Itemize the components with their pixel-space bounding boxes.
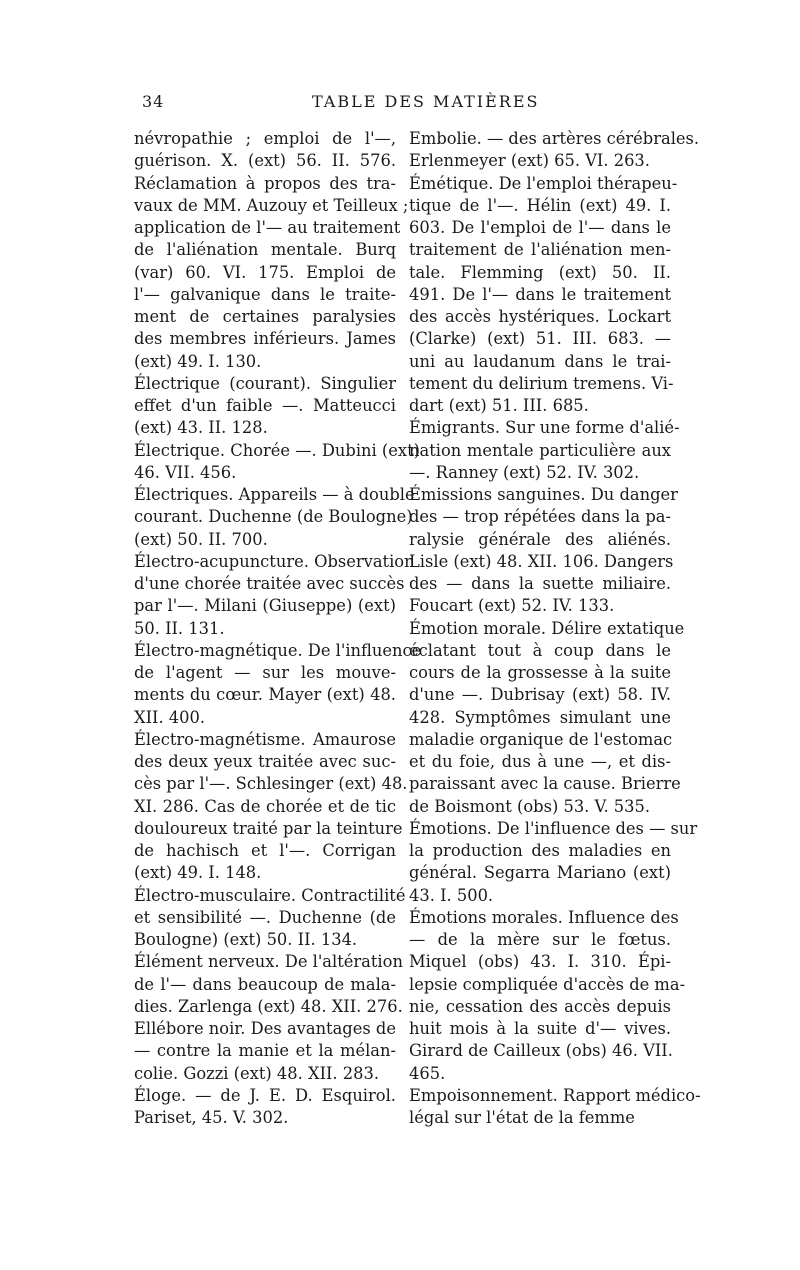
entry-line: de l'agent — sur les mouve- (134, 663, 396, 682)
right-column (409, 128, 701, 1129)
entry-line: douloureux traité par la teinture (134, 818, 403, 838)
entry-line: (var) 60. VI. 175. Emploi de (134, 262, 396, 282)
entry-line: Empoisonnement. Rapport médico- (409, 1085, 701, 1105)
entry-line: —. Ranney (ext) 52. IV. 302. (409, 462, 640, 482)
entry-line: (ext) 50. II. 700. (134, 529, 268, 549)
entry-line: de l'aliénation mentale. Burq (134, 240, 396, 260)
entry-line: Foucart (ext) 52. IV. 133. (409, 596, 615, 616)
entry-line: Électro-musculaire. Contractilité (134, 885, 406, 905)
entry-line: cès par l'—. Schlesinger (ext) 48. (134, 774, 408, 794)
entry-line: des deux yeux traitée avec suc- (134, 752, 396, 771)
entry-line: Émotion morale. Délire extatique (409, 618, 685, 638)
entry-line: Émétique. De l'emploi thérapeu- (409, 173, 678, 193)
entry-line: Pariset, 45. V. 302. (134, 1108, 289, 1127)
index-entry (134, 551, 415, 640)
entry-line: uni au laudanum dans le trai- (409, 351, 671, 371)
index-entry (134, 729, 408, 885)
entry-line: la production des maladies en (409, 841, 671, 860)
entry-line: paraissant avec la cause. Brierre (409, 774, 681, 794)
page-number: 34 (142, 92, 165, 111)
page-header (142, 92, 682, 118)
entry-line: dart (ext) 51. III. 685. (409, 396, 589, 415)
entry-line: dies. Zarlenga (ext) 48. XII. 276. (134, 996, 403, 1016)
index-entry (134, 951, 403, 1018)
index-entry (409, 818, 698, 907)
running-title: TABLE DES MATIÈRES (312, 92, 540, 111)
entry-line: Émissions sanguines. Du danger (409, 485, 678, 504)
entry-line: Réclamation à propos des tra- (134, 173, 396, 193)
index-entry (134, 373, 396, 440)
entry-line: (ext) 43. II. 128. (134, 418, 268, 438)
entry-line: ments du cœur. Mayer (ext) 48. (134, 685, 396, 705)
entry-line: 50. II. 131. (134, 618, 225, 638)
entry-line: application de l'— au traitement (134, 218, 401, 237)
entry-line: 603. De l'emploi de l'— dans le (409, 218, 671, 237)
index-entry (409, 907, 686, 1085)
index-entry (409, 417, 680, 484)
index-entry (409, 128, 700, 173)
entry-line: Girard de Cailleux (obs) 46. VII. (409, 1041, 673, 1061)
entry-line: l'— galvanique dans le traite- (134, 284, 396, 304)
entry-line: de l'— dans beaucoup de mala- (134, 974, 396, 994)
entry-line: 43. I. 500. (409, 885, 494, 905)
entry-line: vaux de MM. Auzouy et Teilleux ; (134, 195, 409, 215)
entry-line: névropathie ; emploi de l'—, (134, 129, 396, 148)
entry-line: Émigrants. Sur une forme d'alié- (409, 418, 680, 438)
entry-line: (ext) 49. I. 130. (134, 351, 262, 371)
index-entry (134, 1018, 396, 1085)
index-entry (134, 640, 422, 729)
entry-line: 491. De l'— dans le traitement (409, 284, 671, 304)
index-entry (409, 618, 685, 818)
entry-line: nation mentale particulière aux (409, 440, 671, 460)
index-entry (409, 484, 678, 618)
entry-line: courant. Duchenne (de Boulogne) (134, 507, 413, 527)
entry-line: ralysie générale des aliénés. (409, 529, 671, 549)
index-entry (134, 885, 406, 952)
entry-line: Électrique (courant). Singulier (134, 373, 396, 393)
entry-line: tale. Flemming (ext) 50. II. (409, 262, 671, 282)
entry-line: Erlenmeyer (ext) 65. VI. 263. (409, 151, 650, 171)
entry-line: maladie organique de l'estomac (409, 729, 673, 749)
entry-line: (Clarke) (ext) 51. III. 683. — (409, 329, 671, 349)
index-entry (134, 1085, 396, 1130)
entry-line: Électro-magnétique. De l'influence (134, 640, 422, 660)
entry-line: de Boismont (obs) 53. V. 535. (409, 796, 651, 816)
entry-line: des — dans la suette miliaire. (409, 574, 671, 593)
entry-line: Miquel (obs) 43. I. 310. Épi- (409, 952, 671, 972)
entry-line: XI. 286. Cas de chorée et de tic (134, 796, 396, 816)
entry-line: Électriques. Appareils — à double (134, 485, 415, 504)
entry-line: Électrique. Chorée —. Dubini (ext) (134, 440, 420, 460)
index-entry (134, 128, 409, 373)
entry-line: Émotions morales. Influence des (409, 907, 679, 927)
entry-line: tique de l'—. Hélin (ext) 49. I. (409, 195, 671, 215)
entry-line: nie, cessation des accès depuis (409, 996, 671, 1016)
entry-line: — de la mère sur le fœtus. (409, 930, 671, 949)
entry-line: de hachisch et l'—. Corrigan (134, 841, 396, 860)
entry-line: traitement de l'aliénation men- (409, 240, 671, 260)
entry-line: Émotions. De l'influence des — sur (409, 818, 698, 838)
left-column (134, 128, 422, 1129)
entry-line: des accès hystériques. Lockart (409, 307, 671, 326)
entry-line: guérison. X. (ext) 56. II. 576. (134, 151, 396, 171)
entry-line: Électro-acupuncture. Observation (134, 551, 415, 571)
entry-line: général. Segarra Mariano (ext) (409, 863, 671, 883)
entry-line: Embolie. — des artères cérébrales. (409, 129, 700, 148)
entry-line: effet d'un faible —. Matteucci (134, 396, 396, 415)
entry-line: Ellébore noir. Des avantages de (134, 1019, 396, 1038)
entry-line: cours de la grossesse à la suite (409, 663, 671, 682)
entry-line: Lisle (ext) 48. XII. 106. Dangers (409, 551, 674, 571)
entry-line: des membres inférieurs. James (134, 329, 396, 349)
entry-line: 428. Symptômes simulant une (409, 707, 671, 727)
entry-line: 46. VII. 456. (134, 462, 237, 482)
entry-line: lepsie compliquée d'accès de ma- (409, 974, 686, 994)
entry-line: XII. 400. (134, 707, 206, 727)
entry-line: d'une —. Dubrisay (ext) 58. IV. (409, 685, 671, 705)
index-entry (409, 173, 678, 418)
index-entry (134, 440, 420, 485)
entry-line: et sensibilité —. Duchenne (de (134, 907, 396, 927)
index-entry (134, 484, 415, 551)
entry-line: d'une chorée traitée avec succès (134, 574, 405, 593)
entry-line: Boulogne) (ext) 50. II. 134. (134, 930, 358, 949)
entry-line: par l'—. Milani (Giuseppe) (ext) (134, 596, 396, 616)
entry-line: éclatant tout à coup dans le (409, 640, 671, 660)
entry-line: huit mois à la suite d'— vives. (409, 1019, 671, 1038)
entry-line: légal sur l'état de la femme (409, 1108, 635, 1127)
entry-line: Électro-magnétisme. Amaurose (134, 729, 396, 749)
entry-line: colie. Gozzi (ext) 48. XII. 283. (134, 1063, 380, 1083)
index-entry (409, 1085, 701, 1130)
entry-line: tement du delirium tremens. Vi- (409, 373, 674, 393)
entry-line: Éloge. — de J. E. D. Esquirol. (134, 1085, 396, 1105)
entry-line: Élément nerveux. De l'altération (134, 952, 403, 972)
entry-line: 465. (409, 1063, 446, 1083)
entry-line: et du foie, dus à une —, et dis- (409, 752, 671, 771)
entry-line: — contre la manie et la mélan- (134, 1041, 396, 1061)
entry-line: ment de certaines paralysies (134, 307, 396, 326)
entry-line: des — trop répétées dans la pa- (409, 507, 671, 527)
entry-line: (ext) 49. I. 148. (134, 863, 262, 883)
